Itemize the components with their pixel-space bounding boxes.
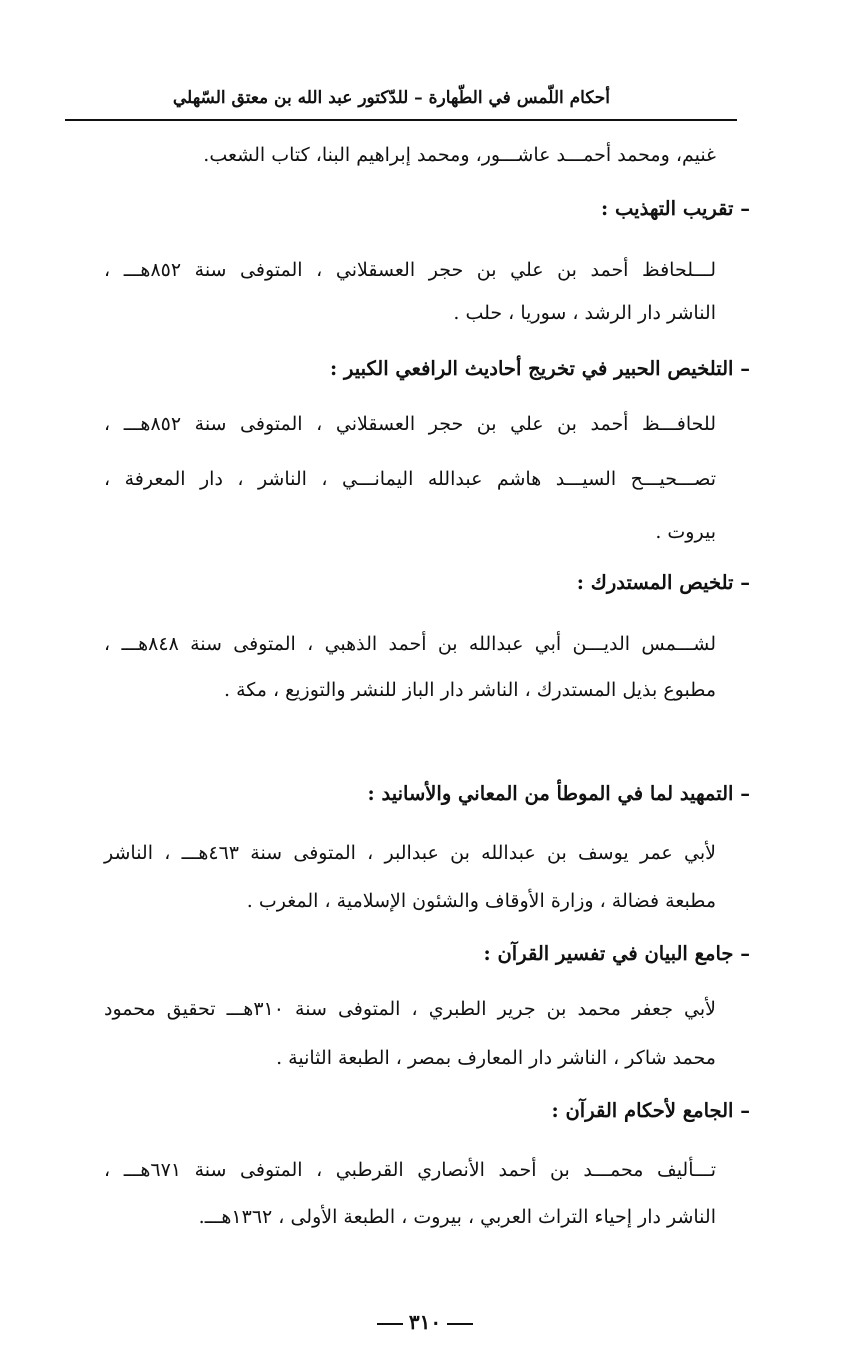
entry-text-line: لأبي جعفر محمد بن جرير الطبري ، المتوفى سنة ٣١٠هـــ تحقيق محمود: [104, 998, 716, 1020]
entry-heading: – جامع البيان في تفسير القرآن :: [483, 942, 750, 965]
entry-text-line: مطبعة فضالة ، وزارة الأوقاف والشئون الإسلامية ، المغرب .: [246, 890, 716, 912]
page-footer: [0, 1308, 850, 1336]
entry-text-line: تصـــحيـــح السيـــد هاشم عبدالله اليمانـــي ، الناشر ، دار المعرفة ،: [104, 468, 716, 490]
entry-text-line: غنيم، ومحمد أحمـــد عاشـــور، ومحمد إبراهيم البنا، كتاب الشعب.: [203, 144, 716, 166]
footer-dash-left: [377, 1323, 403, 1325]
entry-heading: – التلخيص الحبير في تخريج أحاديث الرافعي الكبير :: [329, 357, 750, 380]
entry-heading: – تقريب التهذيب :: [601, 197, 750, 220]
entry-text-line: بيروت .: [655, 521, 716, 543]
entry-text-line: مطبوع بذيل المستدرك ، الناشر دار الباز للنشر والتوزيع ، مكة .: [223, 679, 716, 701]
entry-text-line: تـــأليف محمـــد بن أحمد الأنصاري القرطبي ، المتوفى سنة ٦٧١هـــ ،: [104, 1159, 717, 1181]
entry-text-line: الناشر دار الرشد ، سوريا ، حلب .: [453, 302, 716, 324]
entry-heading: – تلخيص المستدرك :: [576, 571, 750, 594]
entry-text-line: لشـــمس الديـــن أبي عبدالله بن أحمد الذهبي ، المتوفى سنة ٨٤٨هـــ ،: [104, 633, 716, 655]
entry-text-line: للحافـــظ أحمد بن علي بن حجر العسقلاني ، المتوفى سنة ٨٥٢هـــ ،: [104, 413, 716, 435]
entry-text-line: لأبي عمر يوسف بن عبدالله بن عبدالبر ، المتوفى سنة ٤٦٣هـــ ، الناشر: [104, 842, 716, 864]
header-title: أحكام اللّمس في الطّهارة – للدّكتور عبد الله بن معتق السّهلي: [172, 88, 610, 108]
entry-heading: – التمهيد لما في الموطأ من المعاني والأسانيد :: [367, 782, 750, 805]
entry-text-line: محمد شاكر ، الناشر دار المعارف بمصر ، الطبعة الثانية .: [276, 1047, 716, 1069]
entry-text-line: لـــلحافظ أحمد بن علي بن حجر العسقلاني ، المتوفى سنة ٨٥٢هـــ ،: [104, 259, 716, 281]
entry-heading: – الجامع لأحكام القرآن :: [551, 1099, 750, 1122]
footer-dash-right: [447, 1323, 473, 1325]
entry-text-line: الناشر دار إحياء التراث العربي ، بيروت ، الطبعة الأولى ، ١٣٦٢هـــ.: [198, 1206, 716, 1228]
page-number: ٣١٠: [408, 1310, 442, 1334]
